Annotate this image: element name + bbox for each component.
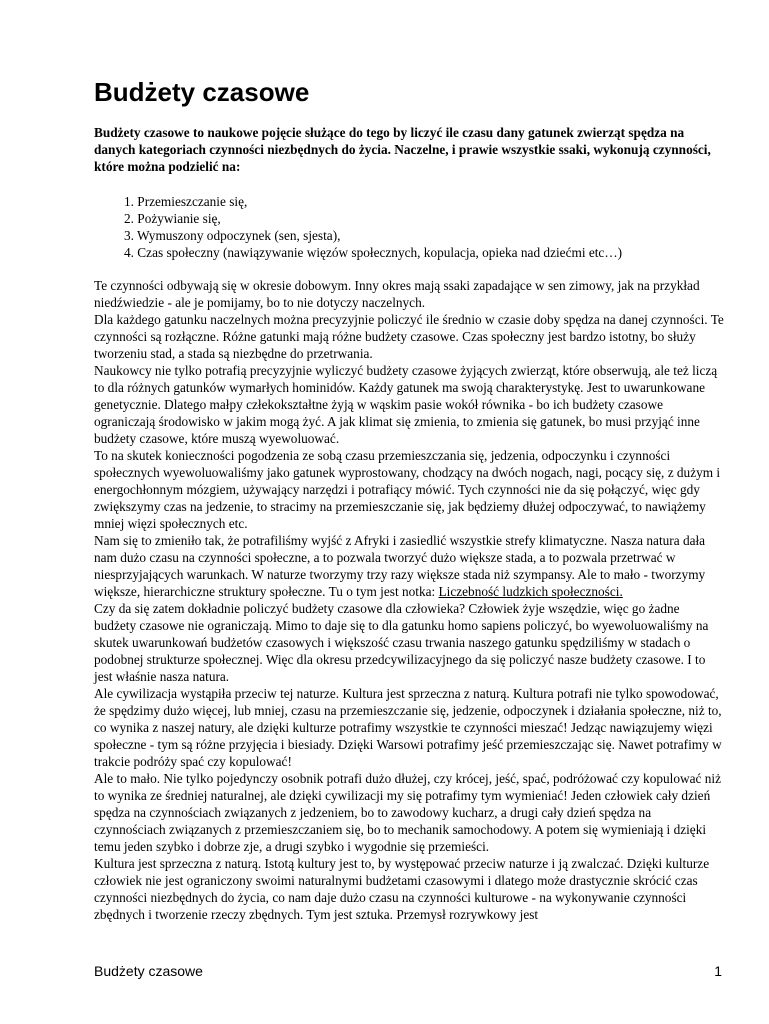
paragraph: Te czynności odbywają się w okresie dobowym. Inny okres mają ssaki zapadające w sen zimowy, jak na przykład niedźwiedzie - ale je pomijamy, bo to nie dotyczy naczelnych. [94, 278, 700, 310]
list-item: 3. Wymuszony odpoczynek (sen, sjesta), [124, 228, 341, 243]
paragraph: Kultura jest sprzeczna z naturą. Istotą kultury jest to, by występować przeciw naturze i ją zwalczać. Dzięki kulturze człowiek nie jest ograniczony swoimi naturalnymi budżetami czasowymi i dlatego może drastycznie skrócić czas czynności niezbędnych do życia, co nam daje dużo czasu na czynności kulturowe - na wykonywanie czynności zbędnych i tworzenie rzeczy zbędnych. Tym jest sztuka. Przemysł rozrywkowy jest [94, 856, 710, 922]
paragraph: Czy da się zatem dokładnie policzyć budżety czasowe dla człowieka? Człowiek żyje wszędzie, więc go żadne budżety czasowe nie ograniczają. Mimo to daje się to dla gatunku homo sapiens policzyć, bo wyewoluowaliśmy na skutek uwarunkowań budżetów czasowych i większość czasu trwania naszego gatunku spędziliśmy w stadach o podobnej strukturze społecznej. Więc dla okresu przedcywilizacyjnego da się policzyć nasze budżety czasowe. I to jest właśnie nasza natura. [94, 601, 709, 684]
paragraph-text: Nam się to zmieniło tak, że potrafiliśmy wyjść z Afryki i zasiedlić wszystkie strefy klimatyczne. Nasza natura dała nam dużo czasu na czynności społeczne, a to pozwala tworzyć dużo większe stada, a to pozwala przetrwać w niesprzyjających warunkach. W naturze tworzymy trzy razy większe stada niż szympansy. Ale to mało - tworzymy większe, hierarchiczne struktury społeczne. Tu o tym jest notka: [94, 533, 706, 599]
activity-list [124, 193, 724, 261]
footer-title: Budżety czasowe [94, 963, 203, 979]
paragraph [94, 532, 724, 600]
lead-paragraph: Budżety czasowe to naukowe pojęcie służące do tego by liczyć ile czasu dany gatunek zwierząt spędza na danych kategoriach czynności niezbędnych do życia. Naczelne, i prawie wszystkie ssaki, wykonują czynności, które można podzielić na: [94, 125, 711, 174]
list-item: 2. Pożywianie się, [124, 211, 221, 226]
paragraph: Ale cywilizacja wystąpiła przeciw tej naturze. Kultura jest sprzeczna z naturą. Kultura potrafi nie tylko spowodować, że spędzimy dużo więcej, lub mniej, czasu na przemieszczanie się, jedzenie, odpoczynek i działania społeczne, niż to, co wynika z naszej natury, ale dzięki kulturze potrafimy wszystkie te czynności mieszać! Jedząc nawiązujemy więzi społeczne - tym są różne przyjęcia i biesiady. Dzięki Warsowi potrafimy jeść przemieszczając się. Nawet potrafimy w trakcie podróży spać czy kopulować! [94, 686, 722, 769]
list-item: 1. Przemieszczanie się, [124, 194, 248, 209]
body-text [94, 277, 724, 923]
paragraph: To na skutek konieczności pogodzenia ze sobą czasu przemieszczania się, jedzenia, odpoczynku i czynności społecznych wyewoluowaliśmy jako gatunek wyprostowany, chodzący na dwóch nogach, nagi, pocący się, z dużym i energochłonnym mózgiem, używający narzędzi i potrafiący mówić. Tych czynności nie da się połączyć, więc gdy zwiększymy czas na jedzenie, to stracimy na przemieszczanie się, jak będziemy dłużej odpoczywać, to nawiążemy mniej więzi społecznych etc. [94, 448, 721, 531]
page-number: 1 [714, 963, 722, 979]
list-item: 4. Czas społeczny (nawiązywanie więzów społecznych, kopulacja, opieka nad dziećmi etc…) [124, 245, 623, 260]
paragraph: Dla każdego gatunku naczelnych można precyzyjnie policzyć ile średnio w czasie doby spędza na danej czynności. Te czynności są rozłączne. Różne gatunki mają różne budżety czasowe. Czas społeczny jest bardzo istotny, bo służy tworzeniu stad, a stada są niezbędne do przetrwania. [94, 312, 724, 361]
notka-link[interactable]: Liczebność ludzkich społeczności. [438, 584, 623, 599]
paragraph: Naukowcy nie tylko potrafią precyzyjnie wyliczyć budżety czasowe żyjących zwierząt, które obserwują, ale też liczą to dla różnych gatunków wymarłych hominidów. Każdy gatunek ma swoją charakterystykę. Jest to uwarunkowane genetycznie. Dlatego małpy człekokształtne żyją w wąskim pasie wokół równika - bo ich budżety czasowe ograniczają środowisko w jakim mogą żyć. A jak klimat się zmienia, to zmienia się gatunek, bo musi przyjąć inne budżety czasowe, które muszą wyewoluować. [94, 363, 718, 446]
document-title: Budżety czasowe [94, 77, 310, 107]
paragraph: Ale to mało. Nie tylko pojedynczy osobnik potrafi dużo dłużej, czy krócej, jeść, spać, podróżować czy kopulować niż to wynika ze średniej naturalnej, ale dzięki cywilizacji my się potrafimy tym wymieniać! Jeden człowiek cały dzień spędza na czynnościach związanych z jedzeniem, bo to zawodowy kucharz, a drugi cały dzień spędza na czynnościach związanych z przemieszczaniem się, bo to mechanik samochodowy. A potem się wymieniają i dzięki temu jeden szybko i dobrze zje, a drugi szybko i wygodnie się przemieści. [94, 771, 721, 854]
